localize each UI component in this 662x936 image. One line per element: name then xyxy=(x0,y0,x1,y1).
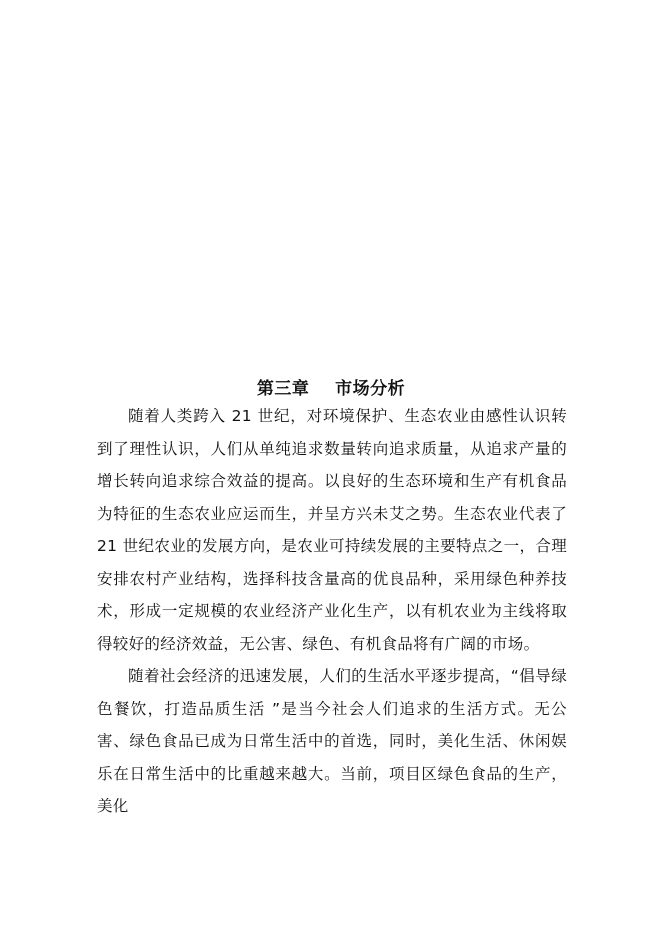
paragraph: 随着社会经济的迅速发展，人们的生活水平逐步提高，“倡导绿色餐饮，打造品质生活 ”是当今社会人们追求的生活方式。无公害、绿色食品已成为日常生活中的首选，同时，美化生活、休闲娱乐在日常生活中的比重越来越大。当前，项目区绿色食品的生产，美化 xyxy=(97,667,567,815)
paragraph: 随着人类跨入 21 世纪，对环境保护、生态农业由感性认识转到了理性认识，人们从单纯追求数量转向追求质量，从追求产量的增长转向追求综合效益的提高。以良好的生态环境和生产有机食品为特征的生态农业应运而生，并呈方兴未艾之势。生态农业代表了 21 世纪农业的发展方向，是农业可持续发展的主要特点之一，合理安排农村产业结构，选择科技含量高的优良品种，采用绿色种养技术，形成一定规模的农业经济产业化生产，以有机农业为主线将取得较好的经济效益，无公害、绿色、有机食品将有广阔的市场。 xyxy=(97,407,567,653)
chapter-title: 第三章 市场分析 xyxy=(256,379,406,399)
body-text xyxy=(97,400,567,823)
